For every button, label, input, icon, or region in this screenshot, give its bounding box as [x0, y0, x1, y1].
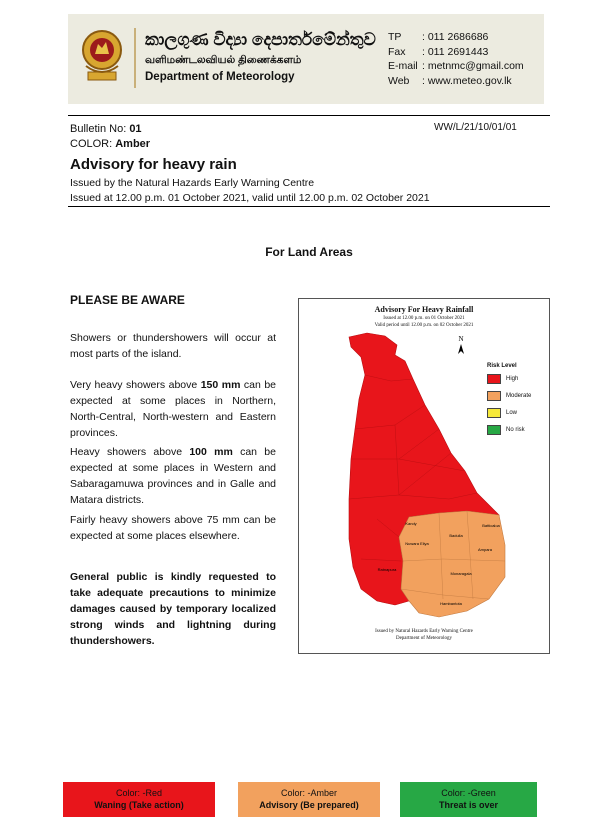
paragraph-precautions: General public is kindly requested to take adequate precautions to minimize damages caused by temporary localized strong winds and lightning during thundershowers.	[70, 571, 276, 647]
legend-item	[487, 408, 531, 418]
bulletin-color: Amber	[115, 138, 151, 150]
bulletin-meta	[70, 122, 150, 152]
legend-title: Risk Level	[487, 363, 517, 369]
advisory-map	[298, 298, 550, 654]
legend-label: Moderate	[506, 393, 532, 399]
header-divider	[134, 28, 136, 88]
page-title: Advisory for heavy rain	[70, 156, 237, 173]
legend-swatch	[487, 391, 501, 401]
color-box-amber	[238, 782, 380, 817]
aware-heading: PLEASE BE AWARE	[70, 293, 185, 307]
color-box-green	[400, 782, 537, 817]
section-title: For Land Areas	[265, 245, 353, 259]
paragraph-fairly-heavy: Fairly heavy showers above 75 mm can be expected at some places elsewhere.	[70, 514, 276, 542]
legend-item	[487, 425, 531, 435]
issued-at: Issued at 12.00 p.m. 01 October 2021, valid until 12.00 p.m. 02 October 2021	[70, 192, 430, 204]
map-title: Advisory For Heavy Rainfall	[374, 305, 474, 314]
bulletin-number: 01	[129, 123, 142, 135]
contact-fax: : 011 2691443	[422, 45, 489, 58]
north-label: N	[458, 335, 464, 343]
map-issued: Issued at 12.00 p.m. on 01 October 2021	[383, 316, 465, 321]
legend-swatch	[487, 374, 501, 384]
north-arrow-icon	[458, 335, 464, 354]
color-box-red	[63, 782, 215, 817]
rain-amount: 150 mm	[200, 379, 241, 391]
legend-swatch	[487, 425, 501, 435]
map-legend	[487, 363, 531, 442]
issued-by: Issued by the Natural Hazards Early Warning Centre	[70, 177, 315, 189]
contact-phone: : 011 2686686	[422, 31, 489, 43]
paragraph-very-heavy	[70, 377, 276, 441]
text: can be expected at some places in Western and Sabaragamuwa provinces and in Galle and Matara districts.	[70, 446, 276, 506]
bulletin-code: WW/L/21/10/01/01	[434, 122, 517, 133]
contact-web[interactable]: : www.meteo.gov.lk	[422, 74, 512, 87]
divider-bottom	[68, 206, 550, 207]
district-label: Kandy	[405, 521, 417, 526]
legend-item	[487, 374, 531, 384]
map-footer-dept: Department of Meteorology	[395, 636, 453, 641]
department-name-english: Department of Meteorology	[145, 71, 295, 83]
district-label: Batticaloa	[482, 523, 500, 528]
contact-key: Web	[388, 74, 410, 87]
sri-lanka-map	[299, 299, 549, 653]
legend-label: High	[506, 376, 519, 382]
legend-label: No risk	[506, 427, 525, 433]
department-name-tamil: வளிமண்டலவியல் திணைக்களம்	[145, 54, 302, 66]
district-label: Badulla	[449, 533, 463, 538]
map-valid: Valid period until 12.00 p.m. on 02 October 2021	[374, 323, 474, 328]
rain-amount: 100 mm	[189, 446, 233, 458]
bulletin-number-label: Bulletin No:	[70, 123, 130, 135]
contact-key: TP	[388, 31, 402, 43]
issue-info	[70, 176, 430, 206]
map-footer	[299, 628, 549, 642]
text: Very heavy showers above	[70, 379, 201, 391]
department-name-sinhala: කාලගුණ විද්‍යා දෙපාර්තමේන්තුව	[145, 30, 376, 49]
legend-label: Low	[506, 410, 518, 416]
color-box-label: Color: -Green	[441, 788, 496, 798]
district-label: Monaragala	[450, 571, 472, 576]
color-box-label: Color: -Amber	[280, 788, 337, 798]
legend-swatch	[487, 408, 501, 418]
district-label: Hambantota	[440, 601, 462, 606]
text: Heavy showers above	[70, 446, 190, 458]
text: can be expected at some places in Northern, North-Central, North-western and Eastern provinces.	[70, 379, 277, 439]
color-box-desc: Waning (Take action)	[94, 800, 184, 810]
divider-top	[68, 115, 550, 116]
contact-details	[388, 30, 524, 88]
map-footer-issuer: Issued by Natural Hazards Early Warning Centre	[375, 629, 473, 634]
legend-item	[487, 391, 531, 401]
bulletin-color-label: COLOR:	[70, 138, 116, 150]
paragraph-heavy	[70, 444, 276, 508]
national-emblem-icon	[80, 26, 124, 88]
color-box-desc: Threat is over	[438, 800, 499, 810]
district-label: Nuwara Eliya	[405, 541, 429, 546]
color-box-label: Color: -Red	[115, 788, 162, 798]
contact-key: E-mail	[388, 60, 418, 72]
district-label: Ratnapura	[377, 567, 397, 572]
contact-key: Fax	[388, 45, 406, 58]
color-box-desc: Advisory (Be prepared)	[259, 800, 359, 810]
district-label: Ampara	[477, 547, 493, 552]
contact-email[interactable]: : metnmc@gmail.com	[422, 60, 524, 72]
paragraph-showers: Showers or thundershowers will occur at most parts of the island.	[70, 332, 276, 360]
